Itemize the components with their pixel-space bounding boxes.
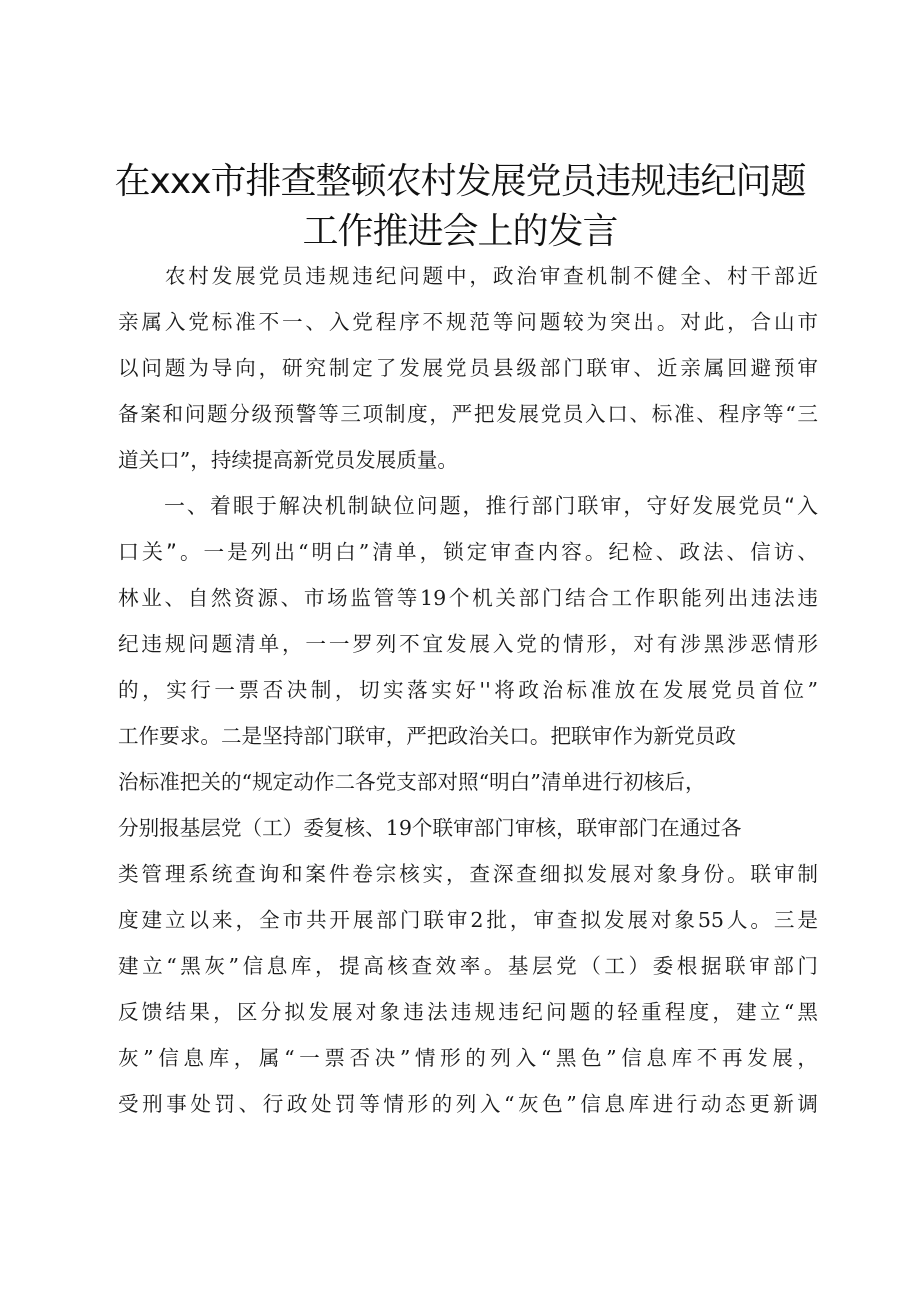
document-title-line-2: 工作推进会上的发言 [302, 211, 618, 252]
section-line: 分别报基层党（工）委复核、19个联审部门审核，联审部门在通过各 [118, 816, 742, 840]
section-heading-end: 口关” [118, 540, 177, 564]
section-line: 工作要求。二是坚持部门联审，严把政治关口。把联审作为新党员政 [118, 724, 736, 748]
section-line: 类管理系统查询和案件卷宗核实，查深查细拟发展对象身份。联审制 [118, 862, 818, 886]
section-line-text: 。一是列出“明白”清单，锁定审查内容。纪检、政法、信访、 [176, 540, 818, 564]
section-line: 建立“黑灰”信息库，提高核查效率。基层党（工）委根据联审部门 [118, 954, 818, 978]
section-line: 林业、自然资源、市场监管等19个机关部门结合工作职能列出违法违 [118, 586, 818, 610]
intro-line: 备案和问题分级预警等三项制度，严把发展党员入口、标准、程序等“三 [118, 402, 818, 426]
intro-line: 农村发展党员违规违纪问题中，政治审查机制不健全、村干部近 [118, 264, 818, 288]
section-line: 反馈结果，区分拟发展对象违法违规违纪问题的轻重程度，建立“黑 [118, 1000, 818, 1024]
intro-line: 以问题为导向，研究制定了发展党员县级部门联审、近亲属回避预审 [118, 356, 818, 380]
section-line [118, 537, 818, 567]
section-line: 治标准把关的“规定动作二各党支部对照“明白”清单进行初核后， [118, 770, 706, 794]
section-line: 灰”信息库，属“一票否决”情形的列入“黑色”信息库不再发展， [118, 1046, 818, 1070]
section-heading: 一、着眼于解决机制缺位问题，推行部门联审，守好发展党员“入 [118, 494, 818, 518]
section-line: 的，实行一票否决制，切实落实好''将政治标准放在发展党员首位” [118, 678, 818, 702]
intro-line: 亲属入党标准不一、入党程序不规范等问题较为突出。对此，合山市 [118, 310, 818, 334]
section-line: 纪违规问题清单，一一罗列不宜发展入党的情形，对有涉黑涉恶情形 [118, 632, 818, 656]
document-title-line-1: 在xxx市排查整顿农村发展党员违规违纪问题 [114, 161, 806, 202]
section-line: 度建立以来，全市共开展部门联审2批，审查拟发展对象55人。三是 [118, 908, 818, 932]
intro-line: 道关口”，持续提高新党员发展质量。 [118, 448, 459, 472]
section-line: 受刑事处罚、行政处罚等情形的列入“灰色”信息库进行动态更新调 [118, 1092, 818, 1116]
